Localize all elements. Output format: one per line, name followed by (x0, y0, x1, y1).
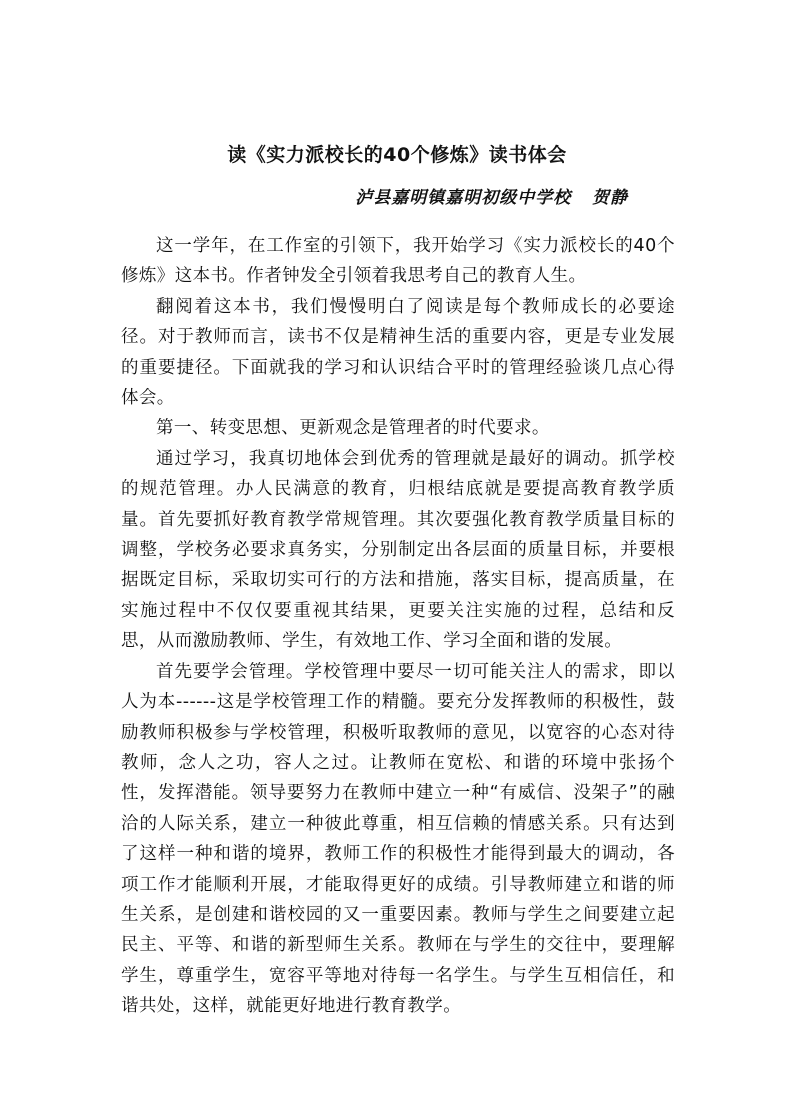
paragraph-management-quality: 通过学习，我真切地体会到优秀的管理就是最好的调动。抓学校的规范管理。办人民满意的教育，归根结底就是要提高教育教学质量。首先要抓好教育教学常规管理。其次要强化教育教学质量目标的调整，学校务必要求真务实，分别制定出各层面的质量目标，并要根据既定目标，采取切实可行的方法和措施，落实目标，提高质量，在实施过程中不仅仅要重视其结果，更要关注实施的过程，总结和反思，从而激励教师、学生，有效地工作、学习全面和谐的发展。 (121, 448, 675, 652)
document-title: 读《实力派校长的40个修炼》读书体会 (227, 144, 567, 166)
paragraph-heading-first: 第一、转变思想、更新观念是管理者的时代要求。 (156, 418, 550, 439)
paragraph-learn-management: 首先要学会管理。学校管理中要尽一切可能关注人的需求，即以人为本------这是学校管理工作的精髓。要充分发挥教师的积极性，鼓励教师积极参与学校管理，积极听取教师的意见，以宽容的心态对待教师，念人之功，容人之过。让教师在宽松、和谐的环境中张扬个性，发挥潜能。领导要努力在教师中建立一种“有威信、没架子”的融洽的人际关系，建立一种彼此尊重，相互信赖的情感关系。只有达到了这样一种和谐的境界，教师工作的积极性才能得到最大的调动，各项工作才能顺利开展，才能取得更好的成绩。引导教师建立和谐的师生关系，是创建和谐校园的又一重要因素。教师与学生之间要建立起民主、平等、和谐的新型师生关系。教师在与学生的交往中，要理解学生，尊重学生，宽容平等地对待每一名学生。与学生互相信任，和谐共处，这样，就能更好地进行教育教学。 (121, 661, 675, 1017)
paragraph-intro: 这一学年，在工作室的引领下，我开始学习《实力派校长的40个修炼》这本书。作者钟发全引领着我思考自己的教育人生。 (121, 236, 675, 287)
document-body (121, 231, 675, 1022)
paragraph-reading: 翻阅着这本书，我们慢慢明白了阅读是每个教师成长的必要途径。对于教师而言，读书不仅是精神生活的重要内容，更是专业发展的重要捷径。下面就我的学习和认识结合平时的管理经验谈几点心得体会。 (121, 296, 675, 409)
author-byline: 泸县嘉明镇嘉明初级中学校 贺静 (355, 188, 628, 208)
